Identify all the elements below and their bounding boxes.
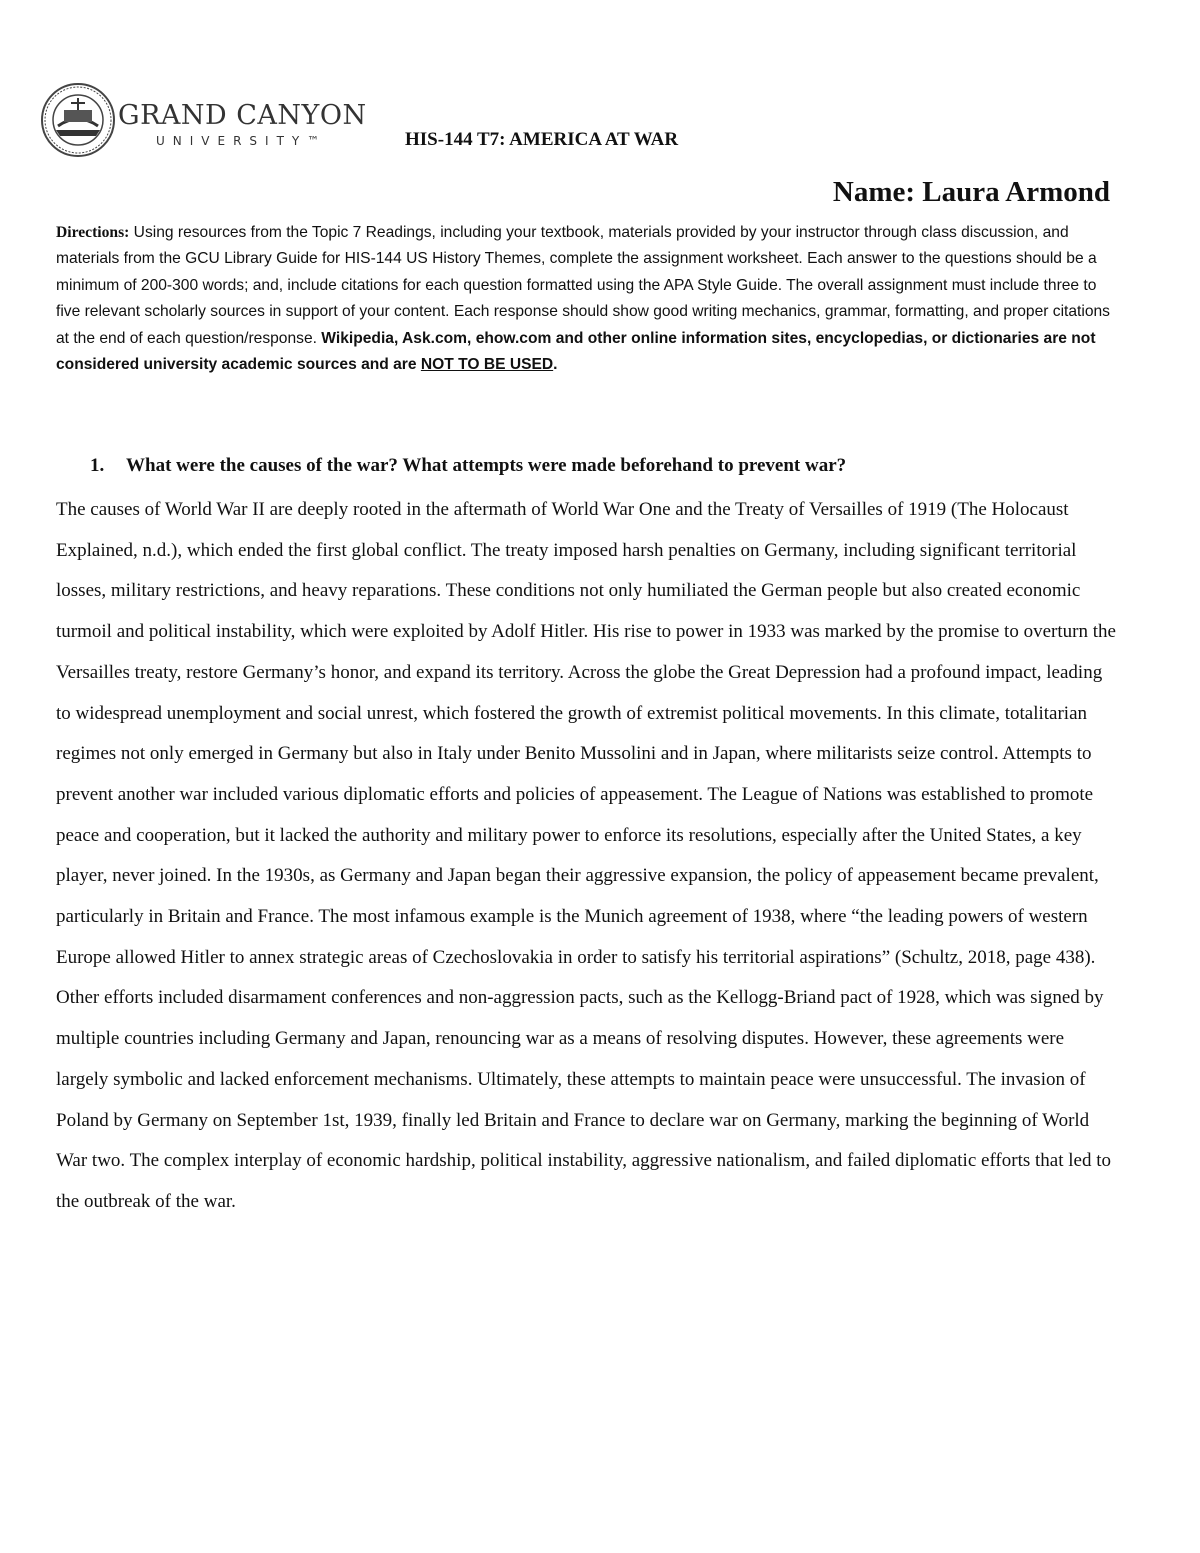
logo-name: GRAND CANYON — [118, 100, 367, 131]
document-title: HIS-144 T7: AMERICA AT WAR — [405, 129, 679, 150]
directions-warning-end: . — [553, 356, 558, 374]
question-text: What were the causes of the war? What attempts were made beforehand to prevent war? — [126, 455, 847, 476]
university-logo — [40, 82, 367, 162]
question-heading — [90, 455, 846, 477]
answer-paragraph: The causes of World War II are deeply rooted in the aftermath of World War One and the Treaty of Versailles of 1919 (The Holocaust Explained, n.d.), which ended the first global conflict. The treaty imposed harsh penalties on Germany, including significant territorial losses, military restrictions, and heavy reparations. These conditions not only humiliated the German people but also created economic turmoil and political instability, which were exploited by Adolf Hitler. His rise to power in 1933 was marked by the promise to overturn the Versailles treaty, restore Germany’s honor, and expand its territory. Across the globe the Great Depression had a profound impact, leading to widespread unemployment and social unrest, which fostered the growth of extremist political movements. In this climate, totalitarian regimes not only emerged in Germany but also in Italy under Benito Mussolini and in Japan, where militarists seize control. Attempts to prevent another war included various diplomatic efforts and policies of appeasement. The League of Nations was established to promote peace and cooperation, but it lacked the authority and military power to enforce its resolutions, especially after the United States, a key player, never joined. In the 1930s, as Germany and Japan began their aggressive expansion, the policy of appeasement became prevalent, particularly in Britain and France. The most infamous example is the Munich agreement of 1938, where “the leading powers of western Europe allowed Hitler to annex strategic areas of Czechoslovakia in order to satisfy his territorial aspirations” (Schultz, 2018, page 438). Other efforts included disarmament conferences and non-aggression pacts, such as the Kellogg-Briand pact of 1928, which was signed by multiple countries including Germany and Japan, renouncing war as a means of resolving disputes. However, these agreements were largely symbolic and lacked enforcement mechanisms. Ultimately, these attempts to maintain peace were unsuccessful. The invasion of Poland by Germany on September 1st, 1939, finally led Britain and France to declare war on Germany, marking the beginning of World War two. The complex interplay of economic hardship, political instability, aggressive nationalism, and failed diplomatic efforts that led to the outbreak of the war. — [56, 499, 1116, 1212]
question-number: 1. — [90, 455, 105, 476]
student-name: Name: Laura Armond — [832, 176, 1110, 208]
directions-warning-emphasis: NOT TO BE USED — [420, 356, 554, 374]
directions-warning: Wikipedia, Ask.com, ehow.com and other online information sites, encyclopedias, or dictionaries are not considered university academic sources and are — [56, 329, 1096, 374]
directions-paragraph — [56, 220, 1116, 378]
directions-label: Directions: — [56, 224, 130, 241]
university-seal-icon — [40, 82, 116, 158]
directions-text: Using resources from the Topic 7 Readings, including your textbook, materials provided by your instructor through class discussion, and materials from the GCU Library Guide for HIS-144 US History Themes, complete the assignment worksheet. Each answer to the questions should be a minimum of 200-300 words; and, include citations for each question formatted using the APA Style Guide. The overall assignment must include three to five relevant scholarly sources in support of your content. Each response should show good writing mechanics, grammar, formatting, and proper citations at the end of each question/response. — [56, 224, 1110, 347]
logo-subtitle: UNIVERSITY™ — [156, 134, 328, 148]
